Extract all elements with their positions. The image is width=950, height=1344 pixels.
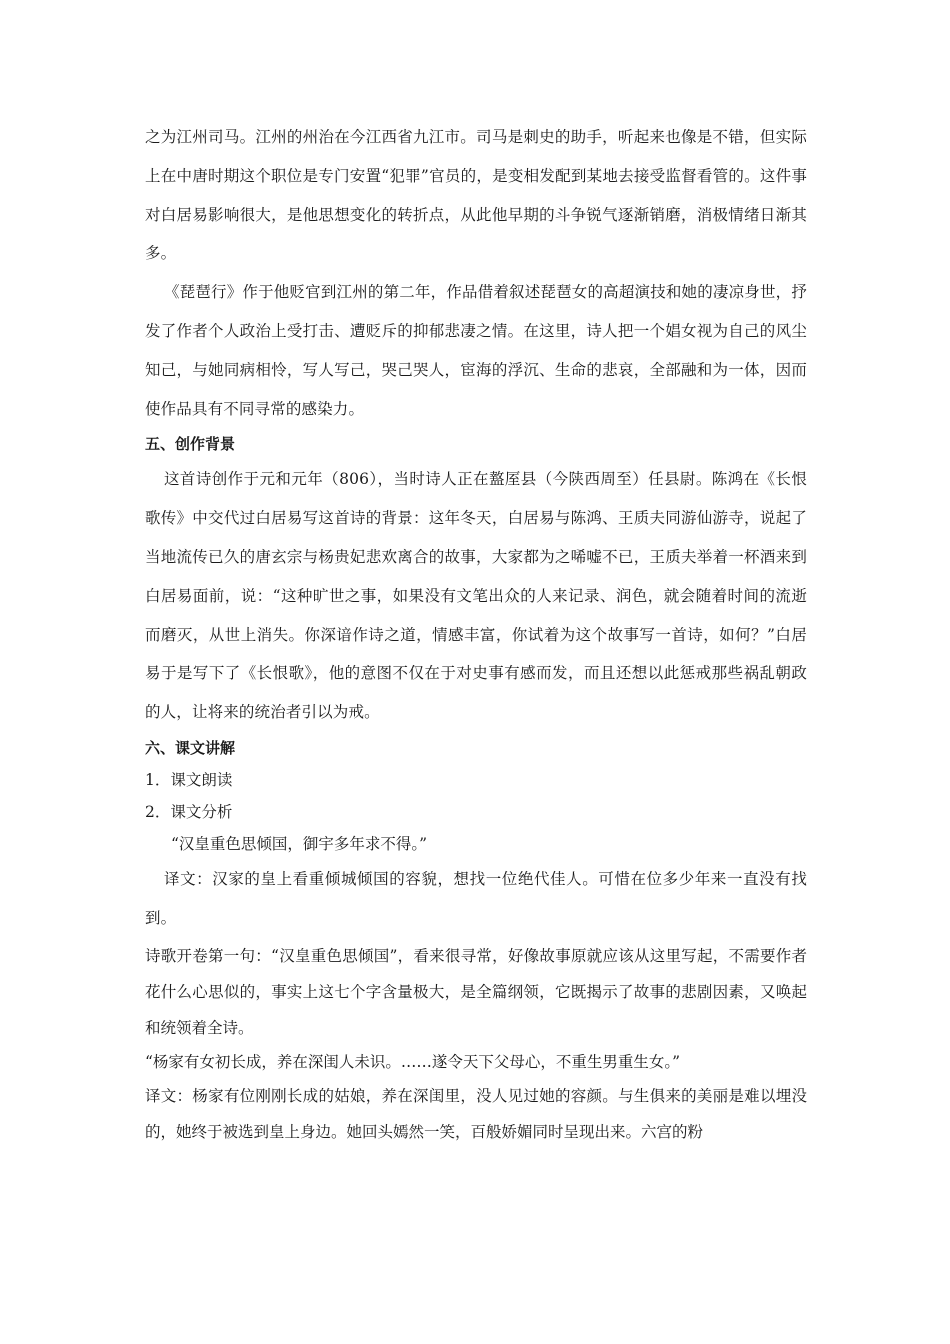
translation-yang-family: 译文：杨家有位刚刚长成的姑娘，养在深闺里，没人见过她的容颜。与生俱来的美丽是难以埋没的，她终于被选到皇上身边。她回头嫣然一笑，百般娇媚同时呈现出来。六宫的粉: [145, 1086, 807, 1141]
analysis-first-line: 诗歌开卷第一句：“汉皇重色思倾国”，看来很寻常，好像故事原就应该从这里写起，不需要作者花什么心思似的，事实上这七个字含量极大，是全篇纲领，它既揭示了故事的悲剧因素，又唤起和统领着全诗。: [145, 946, 807, 1037]
list-item-analysis: 2．课文分析: [145, 802, 233, 821]
poem-quote-yang-family: “杨家有女初长成，养在深闺人未识。……遂令天下父母心，不重生男重生女。”: [145, 1052, 681, 1071]
translation-first-line: 译文：汉家的皇上看重倾城倾国的容貌，想找一位绝代佳人。可惜在位多少年来一直没有找到。: [145, 869, 807, 927]
document-body: [145, 118, 807, 1150]
section-heading-background: 五、创作背景: [145, 435, 236, 454]
paragraph-pipa-xing: 《琵琶行》作于他贬官到江州的第二年，作品借着叙述琵琶女的高超演技和她的凄凉身世，抒发了作者个人政治上受打击、遭贬斥的抑郁悲凄之情。在这里，诗人把一个娼女视为自己的风尘知己，与她同病相怜，写人写己，哭己哭人，宦海的浮沉、生命的悲哀，全部融和为一体，因而使作品具有不同寻常的感染力。: [145, 283, 807, 418]
paragraph-jiangzhou-sima: 之为江州司马。江州的州治在今江西省九江市。司马是刺史的助手，听起来也像是不错，但实际上在中唐时期这个职位是专门安置“犯罪”官员的，是变相发配到某地去接受监督看管的。这件事对白居易影响很大，是他思想变化的转折点，从此他早期的斗争锐气逐渐销磨，消极情绪日渐其多。: [145, 128, 807, 263]
section-heading-lecture: 六、课文讲解: [145, 738, 236, 757]
paragraph-creation-background: 这首诗创作于元和元年（806），当时诗人正在盩厔县（今陕西周至）任县尉。陈鸿在《长恨歌传》中交代过白居易写这首诗的背景：这年冬天，白居易与陈鸿、王质夫同游仙游寺，说起了当地流传已久的唐玄宗与杨贵妃悲欢离合的故事，大家都为之唏嘘不已，王质夫举着一杯酒来到白居易面前，说：“这种旷世之事，如果没有文笔出众的人来记录、润色，就会随着时间的流逝而磨灭，从世上消失。你深谙作诗之道，情感丰富，你试着为这个故事写一首诗，如何？”白居易于是写下了《长恨歌》，他的意图不仅在于对史事有感而发，而且还想以此惩戒那些祸乱朝政的人，让将来的统治者引以为戒。: [145, 470, 807, 722]
poem-quote-first-line: “汉皇重色思倾国，御宇多年求不得。”: [171, 834, 428, 853]
list-item-reading: 1．课文朗读: [145, 770, 233, 789]
